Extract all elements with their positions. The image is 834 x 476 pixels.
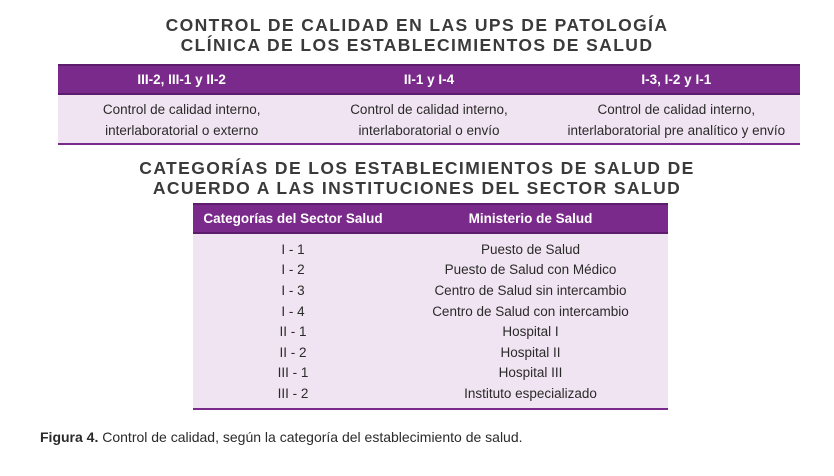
cell-line: Control de calidad interno, <box>597 101 756 117</box>
name-cell: Hospital III <box>498 365 563 381</box>
caption-label: Figura 4. <box>40 429 99 445</box>
categories-title <box>0 158 834 198</box>
table-row <box>193 363 668 384</box>
quality-control-table <box>58 64 800 145</box>
cell-line: Control de calidad interno, <box>350 101 508 117</box>
name-cell: Puesto de Salud con Médico <box>444 262 617 278</box>
category-cell: I - 2 <box>281 262 305 278</box>
title-line: CONTROL DE CALIDAD EN LAS UPS DE PATOLOGÍA <box>165 15 669 35</box>
category-cell: I - 1 <box>281 241 305 257</box>
table-row <box>193 342 668 363</box>
caption-text: Control de calidad, según la categoría del establecimiento de salud. <box>98 429 523 445</box>
table-body <box>193 234 668 410</box>
cell-line: interlaboratorial o externo <box>105 122 259 138</box>
column-header: III-2, III-1 y II-2 <box>137 72 226 87</box>
column-header: I-3, I-2 y I-1 <box>641 72 712 87</box>
table-cell <box>553 95 800 143</box>
column-header: Ministerio de Salud <box>468 211 593 226</box>
category-cell: III - 2 <box>277 385 309 401</box>
title-line: CLÍNICA DE LOS ESTABLECIMIENTOS DE SALUD <box>180 35 654 55</box>
table-cell <box>58 95 305 143</box>
table-header <box>58 64 800 95</box>
category-cell: I - 4 <box>281 303 305 319</box>
table-header <box>193 203 668 234</box>
cell-line: interlaboratorial o envío <box>358 122 500 138</box>
name-cell: Instituto especializado <box>464 385 597 401</box>
name-cell: Centro de Salud sin intercambio <box>434 282 627 298</box>
category-cell: III - 1 <box>277 365 309 381</box>
cell-line: interlaboratorial pre analítico y envío <box>567 122 786 138</box>
table-row <box>193 383 668 404</box>
quality-control-title <box>0 15 834 55</box>
table-row <box>58 95 800 145</box>
figure-caption <box>40 429 523 445</box>
cell-line: Control de calidad interno, <box>102 101 261 117</box>
table-row <box>193 321 668 342</box>
category-cell: I - 3 <box>281 282 305 298</box>
table-row <box>193 239 668 260</box>
name-cell: Hospital II <box>500 344 561 360</box>
name-cell: Centro de Salud con intercambio <box>432 303 629 319</box>
category-cell: II - 2 <box>279 344 307 360</box>
categories-table <box>193 203 668 410</box>
table-row <box>193 260 668 281</box>
table-row <box>193 301 668 322</box>
column-header: II-1 y I-4 <box>403 72 455 87</box>
title-line: ACUERDO A LAS INSTITUCIONES DEL SECTOR SALUD <box>152 178 682 198</box>
column-header: Categorías del Sector Salud <box>203 211 383 226</box>
category-cell: II - 1 <box>279 324 307 340</box>
table-row <box>193 280 668 301</box>
name-cell: Hospital I <box>502 324 559 340</box>
name-cell: Puesto de Salud <box>480 241 581 257</box>
table-cell <box>305 95 552 143</box>
title-line: CATEGORÍAS DE LOS ESTABLECIMIENTOS DE SALUD DE <box>139 158 695 178</box>
